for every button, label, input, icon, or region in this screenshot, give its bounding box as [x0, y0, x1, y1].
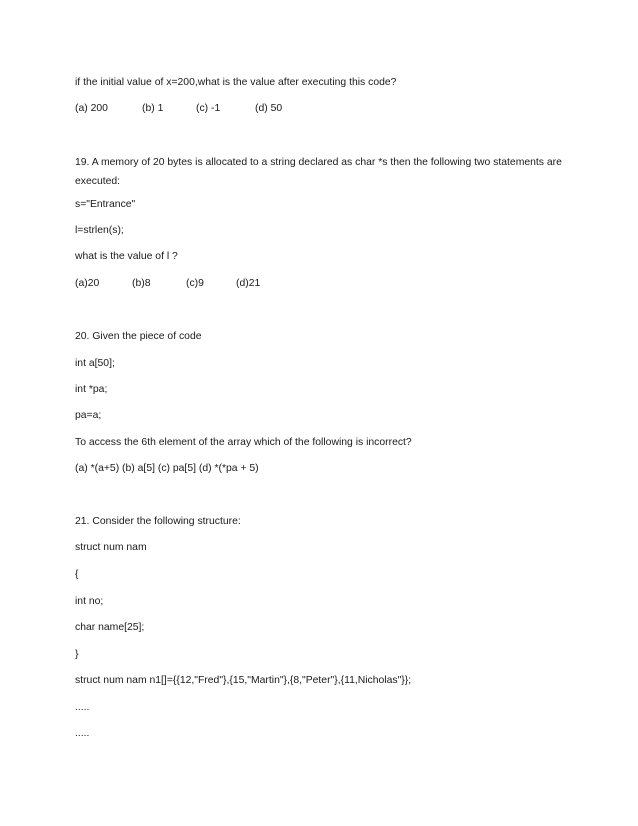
q19-code-line-1: s="Entrance" — [75, 199, 136, 210]
q19-question: 19. A memory of 20 bytes is allocated to a string declared as char *s then the following two statements are executed: — [75, 157, 562, 187]
q20-code-line-2: int *pa; — [75, 384, 108, 395]
q18-option-a: (a) 200 — [75, 103, 108, 114]
q20-code-line-3: pa=a; — [75, 410, 102, 421]
q18-option-d: (d) 50 — [255, 103, 283, 114]
q21-question: 21. Consider the following structure: — [75, 516, 241, 527]
q18-option-c: (c) -1 — [196, 103, 221, 114]
q18-intro: if the initial value of x=200,what is the value after executing this code? — [75, 77, 397, 88]
q21-code-line-5: } — [75, 649, 79, 660]
q21-code-line-3: int no; — [75, 596, 104, 607]
q21-code-line-1: struct num nam — [75, 542, 147, 553]
q19-option-a: (a)20 — [75, 278, 100, 289]
q20-code-line-1: int a[50]; — [75, 358, 115, 369]
q20-question: 20. Given the piece of code — [75, 331, 202, 342]
q19-option-c: (c)9 — [186, 278, 204, 289]
q20-options: (a) *(a+5) (b) a[5] (c) pa[5] (d) *(*pa + 5) — [75, 463, 259, 474]
q18-option-b: (b) 1 — [142, 103, 164, 114]
q19-option-d: (d)21 — [236, 278, 261, 289]
q19-prompt: what is the value of l ? — [75, 251, 178, 262]
q21-code-line-6: struct num nam n1[]={{12,"Fred"},{15,"Martin"},{8,"Peter"},{11,Nicholas"}}; — [75, 675, 412, 686]
q21-code-line-4: char name[25]; — [75, 622, 145, 633]
q21-code-line-7: ..... — [75, 702, 90, 713]
q19-code-line-2: l=strlen(s); — [75, 225, 124, 236]
q19-option-b: (b)8 — [132, 278, 151, 289]
q21-code-line-8: ..... — [75, 728, 90, 739]
q21-code-line-2: { — [75, 569, 79, 580]
q20-prompt: To access the 6th element of the array which of the following is incorrect? — [75, 437, 412, 448]
